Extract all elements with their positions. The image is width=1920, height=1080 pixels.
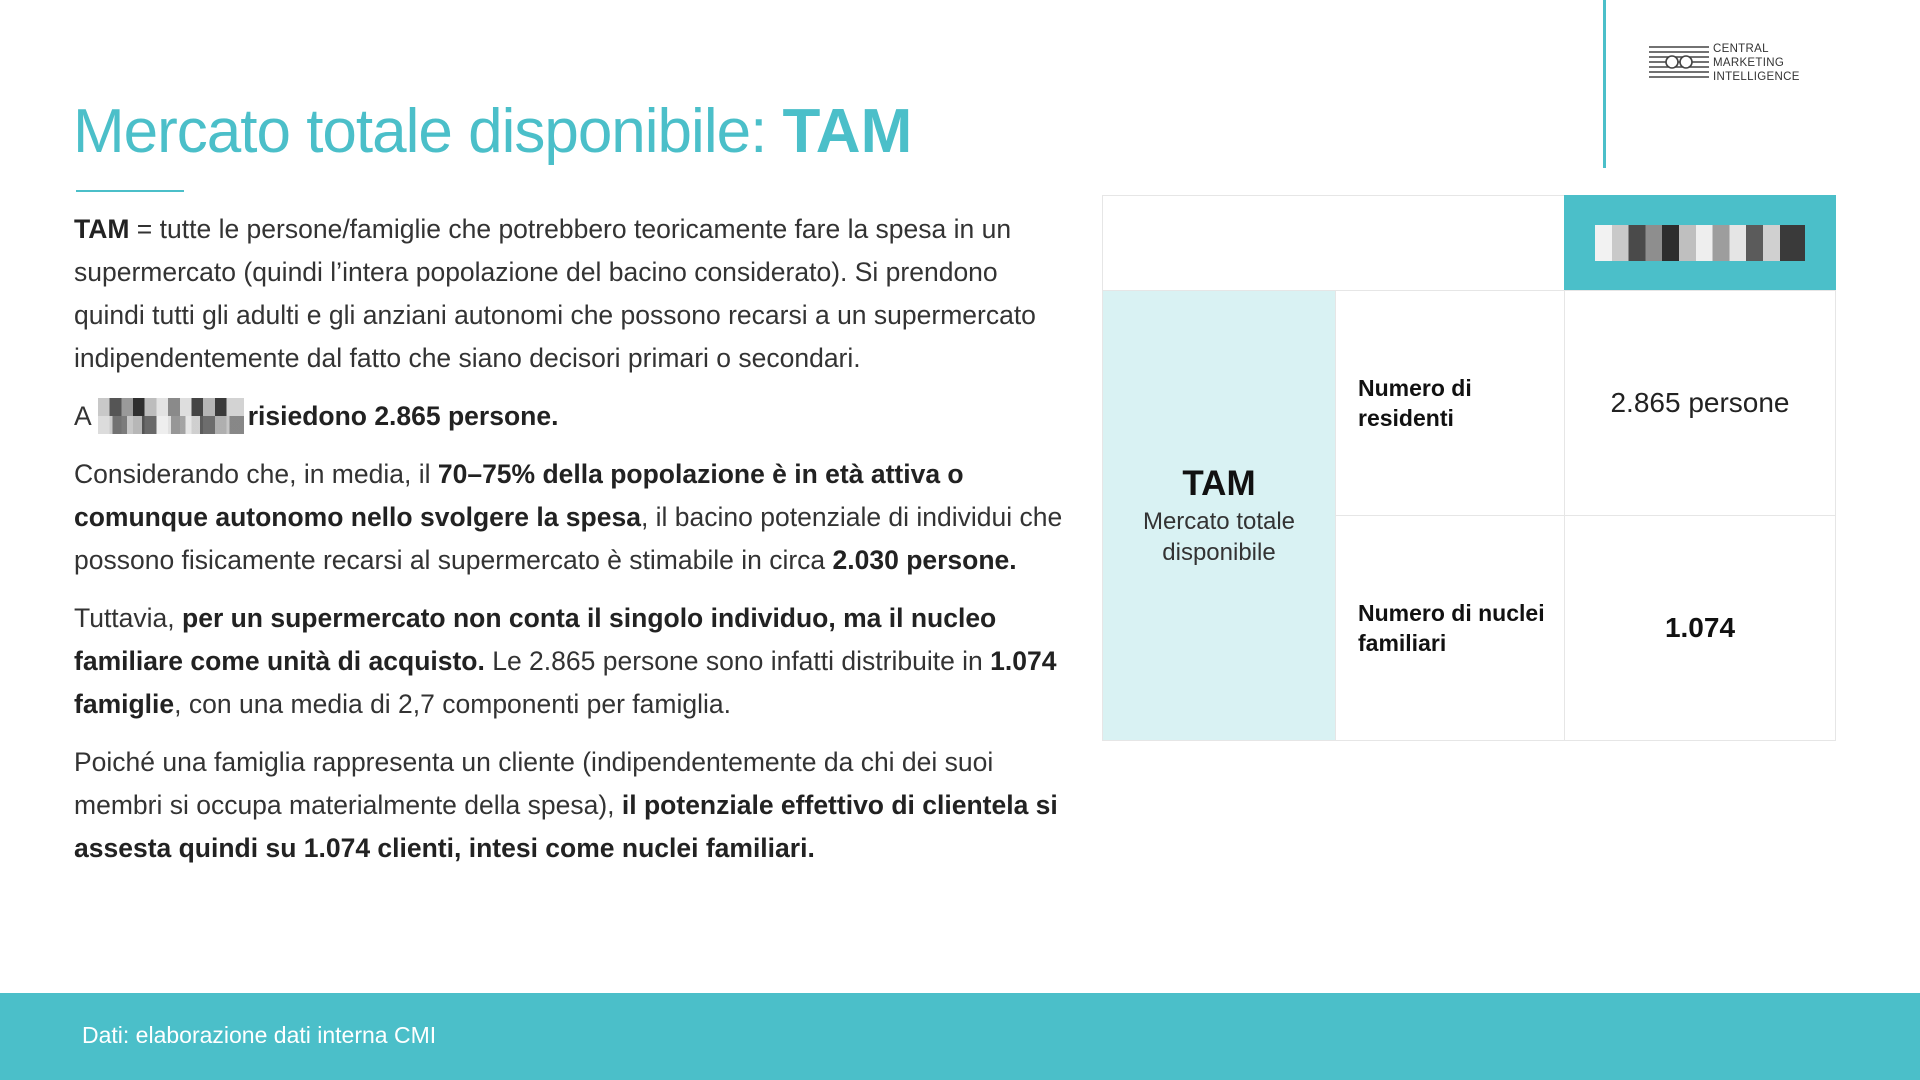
bold-text: risiedono 2.865 persone.: [247, 401, 559, 431]
bold-text: TAM: [74, 214, 130, 244]
text-span: Considerando che, in media, il: [74, 459, 438, 489]
paragraph-active-population: [74, 453, 1074, 582]
bold-text: 1.074 famiglie: [74, 646, 1057, 719]
paragraph-conclusion: [74, 741, 1074, 870]
bold-text: il potenziale effettivo di clientela si assesta quindi su 1.074 clienti, intesi come nuclei familiari.: [74, 790, 1058, 863]
title-emphasis: TAM: [782, 97, 913, 166]
tam-table: [1102, 195, 1836, 741]
tam-heading: TAM: [1182, 463, 1256, 503]
logo-line: CENTRAL: [1713, 43, 1769, 55]
tam-label-cell: [1102, 290, 1336, 741]
footer-source-note: Dati: elaborazione dati interna CMI: [82, 1022, 437, 1048]
households-value: 1.074: [1664, 612, 1736, 643]
text-span: Tuttavia,: [74, 603, 183, 633]
table-row-value-cell: [1564, 515, 1836, 741]
paragraph-residents: [74, 395, 1074, 438]
title-prefix: Mercato totale disponibile:: [73, 97, 783, 166]
paragraph-definition: [74, 208, 1074, 380]
text-span: Le 2.865 persone sono infatti distribuite in: [484, 646, 991, 676]
table-row-label-cell: [1335, 515, 1565, 741]
bold-text: per un supermercato non conta il singolo individuo, ma il nucleo familiare come unità di acquisto.: [74, 603, 997, 676]
logo-line: INTELLIGENCE: [1713, 71, 1800, 83]
company-logo: [1647, 42, 1817, 84]
text-span: , con una media di 2,7 componenti per famiglia.: [174, 689, 731, 719]
table-header-empty-cell: [1102, 195, 1565, 291]
tam-subtitle: Mercato totale disponibile: [1142, 507, 1296, 566]
header-divider-line: [1603, 0, 1606, 168]
text-span: = tutte le persone/famiglie che potrebbero teoricamente fare la spesa in un supermercato (quindi l’intera popolazione del bacino considerato). Si prendono quindi tutti gli adulti e gli anziani autonomi che possono recarsi a un supermercato indipendentemente dal fatto che siano decisori primari o secondari.: [74, 214, 1036, 373]
bold-text: 70–75% della popolazione è in età attiva o comunque autonomo nello svolgere la spesa: [74, 459, 964, 532]
paragraph-households: [74, 597, 1074, 726]
body-text: [74, 208, 1074, 885]
bold-text: 2.030 persone.: [832, 545, 1017, 575]
page-title: [73, 92, 912, 172]
text-span: A: [74, 401, 92, 431]
table-header-location-cell: [1564, 195, 1836, 291]
title-underline: [76, 190, 184, 192]
logo-wordmark: [1713, 42, 1800, 84]
logo-icon: [1647, 43, 1711, 83]
table-row-value-cell: [1564, 290, 1836, 516]
redacted-location: [1595, 225, 1805, 261]
redacted-location: [98, 398, 244, 434]
households-label: Numero di nuclei familiari: [1358, 600, 1545, 656]
logo-line: MARKETING: [1713, 57, 1785, 69]
text-span: , il bacino potenziale di individui che possono fisicamente recarsi al supermercato è stimabile in circa: [74, 502, 1063, 575]
residents-label: Numero di residenti: [1358, 375, 1472, 431]
residents-value: 2.865 persone: [1610, 387, 1790, 418]
text-span: Poiché una famiglia rappresenta un cliente (indipendentemente da chi dei suoi membri si occupa materialmente della spesa),: [74, 747, 994, 820]
table-row-label-cell: [1335, 290, 1565, 516]
